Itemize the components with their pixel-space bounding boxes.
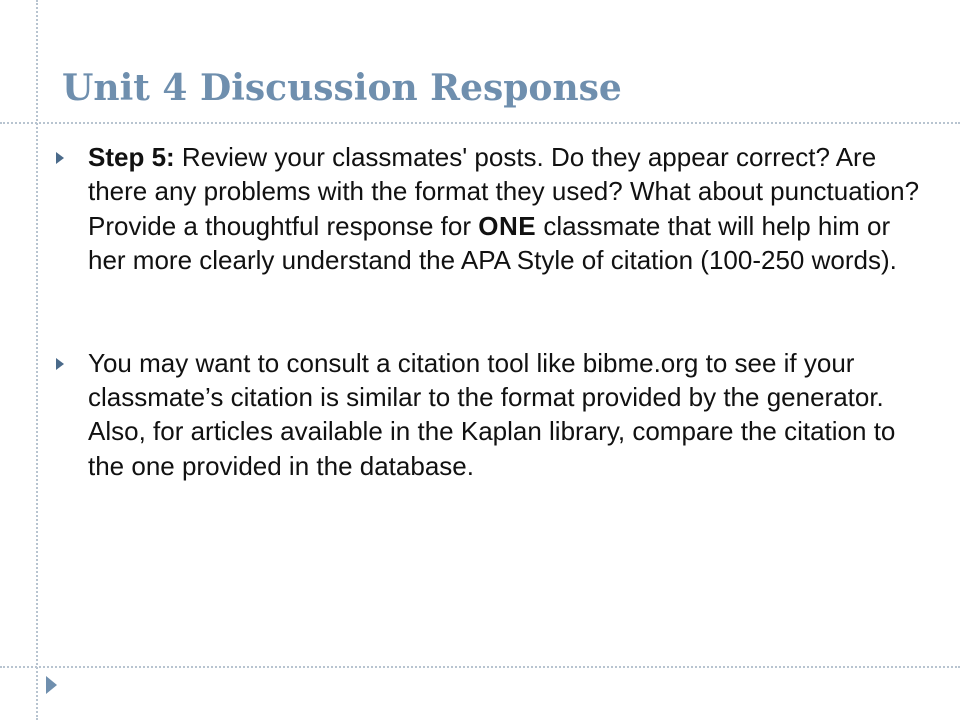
footer-divider-line <box>0 666 960 668</box>
bullet-list <box>50 140 920 483</box>
slide-title: Unit 4 Discussion Response <box>62 67 622 109</box>
bullet-lead-in: Step 5: <box>88 142 175 172</box>
title-divider-line <box>0 122 960 124</box>
bullet-emphasis: ONE <box>478 210 537 241</box>
vertical-guide-line <box>36 0 38 720</box>
bullet-triangle-icon <box>56 152 64 164</box>
corner-triangle-icon <box>46 676 57 694</box>
bullet-text-continued: classmate that will help him or her more clearly understand the APA Style of citation (100-250 words). <box>88 210 897 276</box>
bullet-triangle-icon <box>56 358 64 370</box>
bullet-item-citation-tool <box>50 346 920 484</box>
bullet-item-step-5 <box>50 140 920 278</box>
bullet-text: You may want to consult a citation tool like bibme.org to see if your classmate’s citation is similar to the format provided by the generator. Also, for articles available in the Kaplan library, compare the citation to the one provided in the database. <box>88 347 896 481</box>
bullet-text: Review your classmates' posts. Do they appear correct? Are there any problems with the format they used? What about punctuation? Provide a thoughtful response for <box>88 142 920 241</box>
